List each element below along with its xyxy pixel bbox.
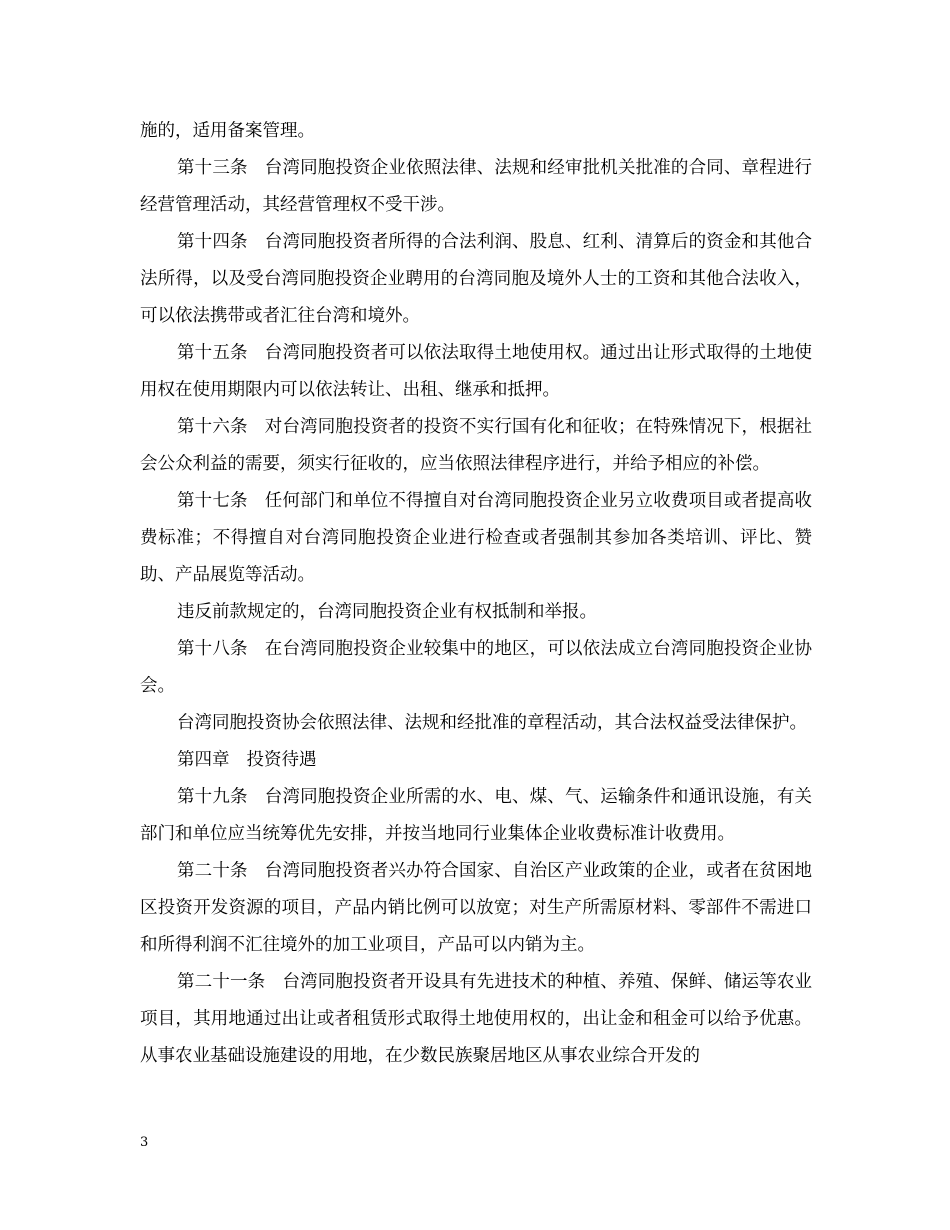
paragraph-text: 在台湾同胞投资企业较集中的地区，可以依法成立台湾同胞投资企业协会。 xyxy=(140,639,813,696)
paragraph-text: 对台湾同胞投资者的投资不实行国有化和征收；在特殊情况下，根据社会公众利益的需要，须实行征收的，应当依照法律程序进行，并给予相应的补偿。 xyxy=(140,417,813,474)
paragraph-text: 违反前款规定的，台湾同胞投资企业有权抵制和举报。 xyxy=(177,602,597,622)
paragraph-article-label: 第十四条 xyxy=(177,232,248,252)
paragraph xyxy=(140,483,812,594)
paragraph-text: 台湾同胞投资企业所需的水、电、煤、气、运输条件和通讯设施，有关部门和单位应当统筹优先安排，并按当地同行业集体企业收费标准计收费用。 xyxy=(140,787,813,844)
paragraph-article-label: 第十三条 xyxy=(177,158,248,178)
paragraph-text: 台湾同胞投资者所得的合法利润、股息、红利、清算后的资金和其他合法所得，以及受台湾同胞投资企业聘用的台湾同胞及境外人士的工资和其他合法收入，可以依法携带或者汇往台湾和境外。 xyxy=(140,232,813,326)
chapter-title: 投资待遇 xyxy=(246,750,317,770)
paragraph xyxy=(140,113,812,150)
paragraph-text: 施的，适用备案管理。 xyxy=(140,121,315,141)
page-number: 3 xyxy=(140,1135,149,1150)
paragraph xyxy=(140,631,812,705)
paragraph xyxy=(140,853,812,964)
paragraph xyxy=(140,224,812,335)
paragraph xyxy=(140,964,812,1075)
paragraph-article-label: 第十六条 xyxy=(177,417,248,437)
paragraph-text: 台湾同胞投资者开设具有先进技术的种植、养殖、保鲜、储运等农业项目，其用地通过出让或者租赁形式取得土地使用权的，出让金和租金可以给予优惠。从事农业基础设施建设的用地，在少数民族聚居地区从事农业综合开发的 xyxy=(140,972,813,1066)
paragraph-article-label: 第二十一条 xyxy=(177,972,266,992)
paragraph xyxy=(140,705,812,742)
chapter-label: 第四章 xyxy=(177,750,230,770)
paragraph-text: 台湾同胞投资者可以依法取得土地使用权。通过出让形式取得的土地使用权在使用期限内可以依法转让、出租、继承和抵押。 xyxy=(140,343,813,400)
paragraph-text: 台湾同胞投资者兴办符合国家、自治区产业政策的企业，或者在贫困地区投资开发资源的项目，产品内销比例可以放宽；对生产所需原材料、零部件不需进口和所得利润不汇往境外的加工业项目，产品可以内销为主。 xyxy=(140,861,813,955)
paragraph-article-label: 第二十条 xyxy=(177,861,248,881)
paragraph-text: 台湾同胞投资协会依照法律、法规和经批准的章程活动，其合法权益受法律保护。 xyxy=(177,713,807,733)
paragraph-article-label: 第十五条 xyxy=(177,343,248,363)
paragraph xyxy=(140,594,812,631)
paragraph-article-label: 第十七条 xyxy=(177,491,248,511)
paragraph-text: 任何部门和单位不得擅自对台湾同胞投资企业另立收费项目或者提高收费标准；不得擅自对台湾同胞投资企业进行检查或者强制其参加各类培训、评比、赞助、产品展览等活动。 xyxy=(140,491,813,585)
paragraph-article-label: 第十八条 xyxy=(177,639,248,659)
paragraph xyxy=(140,779,812,853)
paragraph xyxy=(140,150,812,224)
paragraph xyxy=(140,335,812,409)
document-body xyxy=(140,113,812,1075)
chapter-heading xyxy=(140,742,812,779)
paragraph xyxy=(140,409,812,483)
paragraph-article-label: 第十九条 xyxy=(177,787,248,807)
paragraph-text: 台湾同胞投资企业依照法律、法规和经审批机关批准的合同、章程进行经营管理活动，其经营管理权不受干涉。 xyxy=(140,158,813,215)
